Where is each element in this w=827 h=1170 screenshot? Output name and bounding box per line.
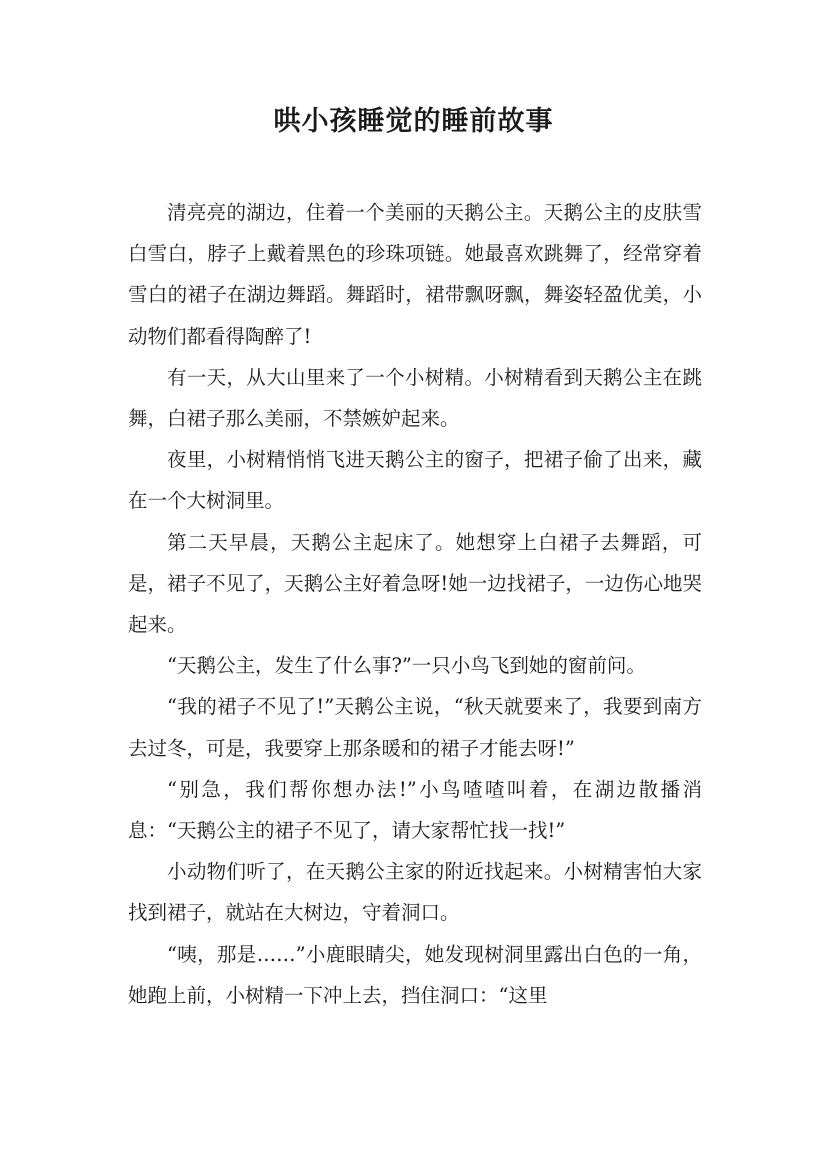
paragraph: “咦，那是……”小鹿眼睛尖，她发现树洞里露出白色的一角，她跑上前，小树精一下冲上去，挡住洞口：“这里: [128, 942, 702, 1007]
document-body: [128, 192, 702, 1016]
paragraph: 小动物们听了，在天鹅公主家的附近找起来。小树精害怕大家找到裙子，就站在大树边，守着洞口。: [128, 860, 702, 925]
paragraph: “我的裙子不见了!”天鹅公主说，“秋天就要来了，我要到南方去过冬，可是，我要穿上那条暖和的裙子才能去呀!”: [128, 695, 702, 760]
paragraph: 有一天，从大山里来了一个小树精。小树精看到天鹅公主在跳舞，白裙子那么美丽，不禁嫉妒起来。: [128, 365, 702, 431]
paragraph: 夜里，小树精悄悄飞进天鹅公主的窗子，把裙子偷了出来，藏在一个大树洞里。: [128, 448, 702, 513]
paragraph: 第二天早晨，天鹅公主起床了。她想穿上白裙子去舞蹈，可是，裙子不见了，天鹅公主好着急呀!她一边找裙子，一边伤心地哭起来。: [128, 530, 702, 637]
paragraph: “天鹅公主，发生了什么事?”一只小鸟飞到她的窗前问。: [167, 654, 646, 678]
paragraph: “别急，我们帮你想办法!”小鸟喳喳叫着，在湖边散播消息：“天鹅公主的裙子不见了，请大家帮忙找一找!”: [128, 777, 702, 843]
paragraph: 清亮亮的湖边，住着一个美丽的天鹅公主。天鹅公主的皮肤雪白雪白，脖子上戴着黑色的珍珠项链。她最喜欢跳舞了，经常穿着雪白的裙子在湖边舞蹈。舞蹈时，裙带飘呀飘，舞姿轻盈优美，小动物们都看得陶醉了!: [128, 201, 702, 348]
document-title: 哄小孩睡觉的睡前故事: [273, 106, 554, 137]
